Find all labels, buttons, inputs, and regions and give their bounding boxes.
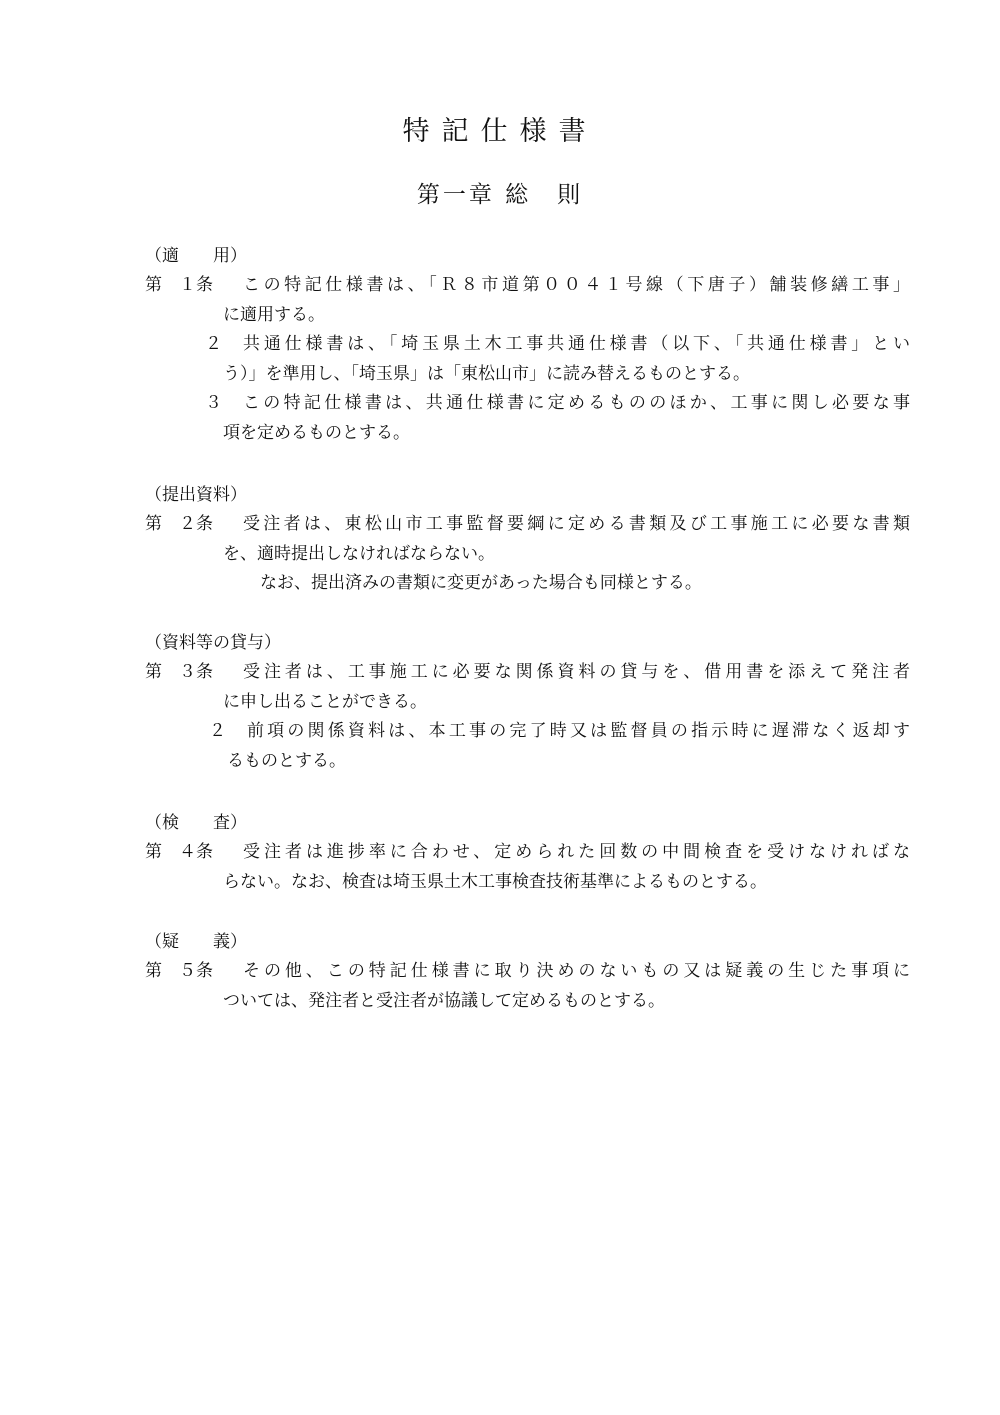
paragraph-line (145, 717, 910, 747)
paragraph-number: ３ (205, 393, 222, 413)
section-application (145, 241, 910, 448)
section-submission-documents (145, 480, 910, 599)
section-heading: （疑 義） (145, 932, 247, 952)
article-text-continued: を、適時提出しなければならない。 (223, 543, 495, 564)
article-line (145, 658, 910, 688)
paragraph-text: 前項の関係資料は、本工事の完了時又は監督員の指示時に遅滞なく返却す (247, 721, 910, 741)
article-text: その他、この特記仕様書に取り決めのないもの又は疑義の生じた事項に (243, 961, 910, 981)
article-number: 第 ３条 (145, 662, 213, 682)
article-text: この特記仕様書は、「Ｒ８市道第００４１号線（下唐子）舗装修繕工事」 (243, 275, 910, 295)
section-heading: （適 用） (145, 246, 247, 266)
paragraph-text-continued: るものとする。 (227, 750, 346, 771)
article-line (145, 271, 910, 301)
paragraph-number: ２ (205, 334, 222, 354)
section-heading: （検 査） (145, 813, 247, 833)
paragraph-text-continued: う）」を準用し、「埼玉県」は「東松山市」に読み替えるものとする。 (223, 363, 750, 384)
document-title: 特記仕様書 (402, 116, 598, 147)
article-line (145, 510, 910, 540)
section-document-lending (145, 628, 910, 776)
article-number: 第 ２条 (145, 514, 213, 534)
article-text-continued: に申し出ることができる。 (223, 691, 427, 712)
article-number: 第 ４条 (145, 842, 213, 862)
paragraph-number: ２ (209, 721, 226, 741)
article-text-continued: ついては、発注者と受注者が協議して定めるものとする。 (223, 990, 665, 1011)
article-number: 第 ５条 (145, 961, 213, 981)
article-number: 第 １条 (145, 275, 213, 295)
article-note: なお、提出済みの書類に変更があった場合も同様とする。 (260, 573, 702, 593)
paragraph-text-continued: 項を定めるものとする。 (223, 422, 410, 443)
article-text: 受注者は、工事施工に必要な関係資料の貸与を、借用書を添えて発注者 (243, 662, 910, 682)
paragraph-line (145, 389, 910, 419)
article-text-continued: らない。なお、検査は埼玉県土木工事検査技術基準によるものとする。 (223, 871, 767, 892)
chapter-title: 第一章 総 則 (416, 182, 584, 208)
section-doubts (145, 927, 910, 1016)
section-heading: （資料等の貸与） (145, 633, 281, 653)
article-text: 受注者は、東松山市工事監督要綱に定める書類及び工事施工に必要な書類 (243, 514, 910, 534)
article-text-continued: に適用する。 (223, 304, 325, 325)
article-line (145, 957, 910, 987)
section-inspection (145, 808, 910, 897)
article-line (145, 838, 910, 868)
paragraph-text: 共通仕様書は、「埼玉県土木工事共通仕様書（以下、「共通仕様書」とい (243, 334, 910, 354)
section-heading: （提出資料） (145, 485, 247, 505)
paragraph-text: この特記仕様書は、共通仕様書に定めるもののほか、工事に関し必要な事 (243, 393, 910, 413)
article-text: 受注者は進捗率に合わせ、定められた回数の中間検査を受けなければな (243, 842, 910, 862)
paragraph-line (145, 330, 910, 360)
